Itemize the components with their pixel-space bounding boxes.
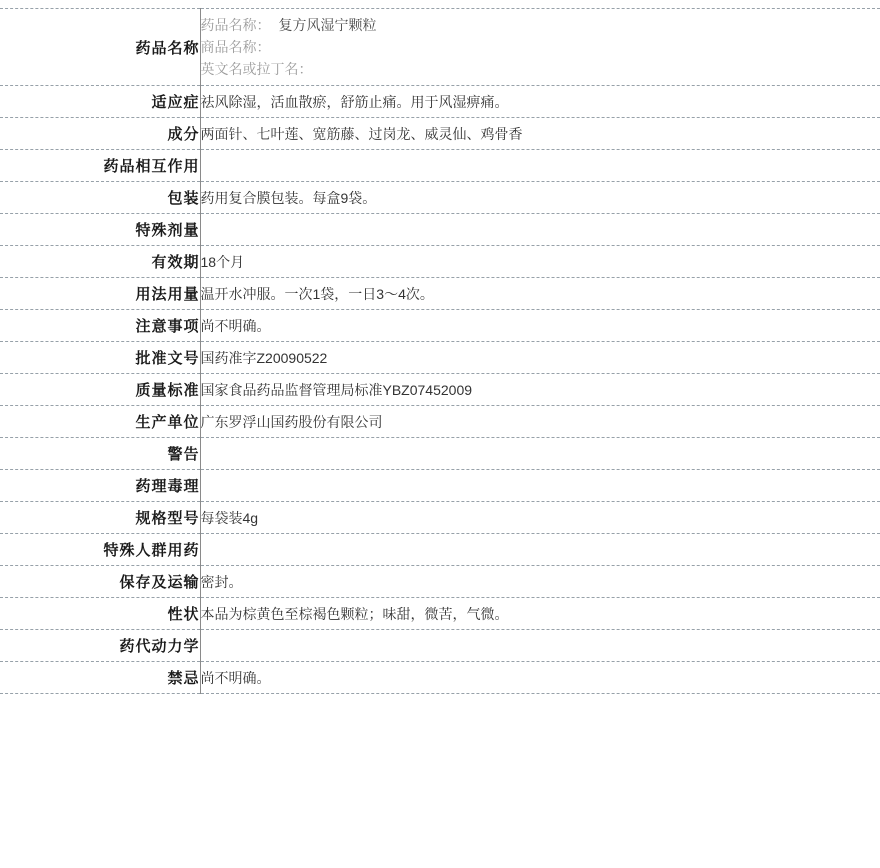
table-row [0, 150, 880, 182]
row-label [0, 630, 200, 662]
row-label-text: 禁忌 [167, 670, 199, 687]
row-label-text: 特殊剂量 [135, 222, 199, 239]
table-row [0, 406, 880, 438]
row-value-text: 尚不明确。 [201, 318, 271, 334]
row-value-text: 两面针、七叶莲、宽筋藤、过岗龙、威灵仙、鸡骨香 [201, 126, 523, 142]
row-label [0, 470, 200, 502]
row-label [0, 374, 200, 406]
row-label-text: 成分 [167, 126, 199, 143]
table-row [0, 182, 880, 214]
row-value [200, 662, 880, 694]
row-label [0, 86, 200, 118]
row-label-text: 药品相互作用 [103, 158, 199, 175]
table-row [0, 502, 880, 534]
table-row [0, 310, 880, 342]
row-value-text: 广东罗浮山国药股份有限公司 [201, 414, 383, 430]
row-label [0, 278, 200, 310]
row-value-text: 本品为棕黄色至棕褐色颗粒；味甜，微苦，气微。 [201, 606, 509, 622]
row-label-text: 警告 [167, 446, 199, 463]
row-label-text: 药代动力学 [119, 638, 199, 655]
row-label [0, 406, 200, 438]
row-value-text: 国家食品药品监督管理局标准YBZ07452009 [201, 382, 473, 398]
row-label-text: 保存及运输 [119, 574, 199, 591]
row-label [0, 662, 200, 694]
row-value [200, 310, 880, 342]
row-value [200, 470, 880, 502]
row-label [0, 246, 200, 278]
row-value-text: 18个月 [201, 254, 245, 270]
trade-name-field-label: 商品名称： [201, 39, 271, 55]
row-label [0, 310, 200, 342]
trade-name-line [201, 36, 880, 58]
row-value [200, 118, 880, 150]
row-value [200, 342, 880, 374]
row-value [200, 374, 880, 406]
table-row [0, 86, 880, 118]
row-label-text: 药品名称 [135, 40, 199, 57]
row-label [0, 150, 200, 182]
row-label [0, 598, 200, 630]
table-row [0, 566, 880, 598]
row-value-text: 国药准字Z20090522 [201, 350, 328, 366]
row-value [200, 86, 880, 118]
row-label-text: 批准文号 [135, 350, 199, 367]
row-value [200, 438, 880, 470]
row-value-text: 每袋装4g [201, 510, 259, 526]
row-label [0, 566, 200, 598]
row-value-text: 尚不明确。 [201, 670, 271, 686]
row-value-text: 密封。 [201, 574, 243, 590]
table-row [0, 214, 880, 246]
table-row [0, 374, 880, 406]
table-row [0, 662, 880, 694]
row-value [200, 246, 880, 278]
table-row [0, 534, 880, 566]
table-row [0, 598, 880, 630]
row-value [200, 9, 880, 86]
drug-name-line [201, 14, 880, 36]
row-label [0, 182, 200, 214]
row-label-text: 用法用量 [135, 286, 199, 303]
row-label-text: 注意事项 [135, 318, 199, 335]
row-value-text: 药用复合膜包装。每盒9袋。 [201, 190, 377, 206]
row-value [200, 278, 880, 310]
row-value-text: 温开水冲服。一次1袋，一日3～4次。 [201, 286, 434, 302]
row-value-text: 祛风除湿，活血散瘀，舒筋止痛。用于风湿痹痛。 [201, 94, 509, 110]
row-value [200, 598, 880, 630]
row-label [0, 118, 200, 150]
table-row [0, 630, 880, 662]
table-row-drug-name [0, 9, 880, 86]
row-label-text: 药理毒理 [135, 478, 199, 495]
row-value [200, 534, 880, 566]
row-value [200, 182, 880, 214]
drug-name-field-value: 复方风湿宁颗粒 [279, 17, 377, 33]
table-row [0, 246, 880, 278]
row-value [200, 406, 880, 438]
row-label-text: 特殊人群用药 [103, 542, 199, 559]
row-label-text: 适应症 [151, 94, 199, 111]
table-row [0, 278, 880, 310]
row-label [0, 9, 200, 86]
english-name-field-label: 英文名或拉丁名： [201, 61, 313, 77]
table-row [0, 470, 880, 502]
row-value [200, 502, 880, 534]
row-label-text: 包装 [167, 190, 199, 207]
row-value [200, 566, 880, 598]
row-label [0, 342, 200, 374]
table-row [0, 342, 880, 374]
table-row [0, 438, 880, 470]
row-label [0, 502, 200, 534]
table-row [0, 118, 880, 150]
drug-info-table [0, 8, 880, 694]
row-label-text: 质量标准 [135, 382, 199, 399]
row-label-text: 有效期 [151, 254, 199, 271]
drug-name-field-label: 药品名称： [201, 17, 271, 33]
row-label [0, 438, 200, 470]
row-label-text: 性状 [167, 606, 199, 623]
row-label [0, 534, 200, 566]
row-label [0, 214, 200, 246]
row-value [200, 214, 880, 246]
row-value [200, 630, 880, 662]
row-label-text: 规格型号 [135, 510, 199, 527]
english-name-line [201, 58, 880, 80]
row-label-text: 生产单位 [135, 414, 199, 431]
row-value [200, 150, 880, 182]
